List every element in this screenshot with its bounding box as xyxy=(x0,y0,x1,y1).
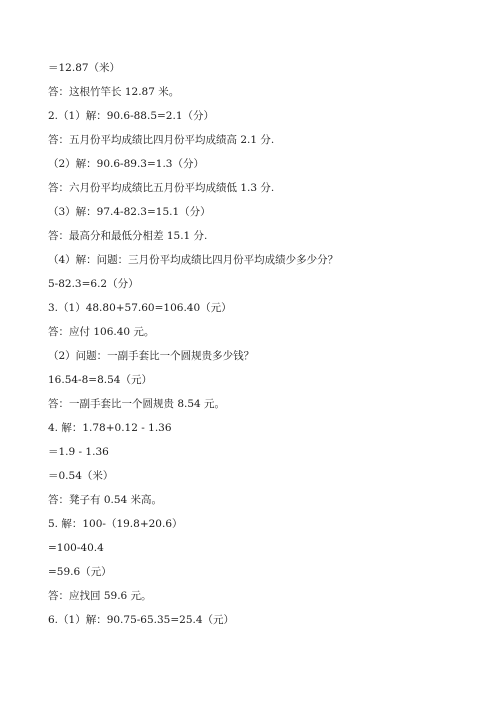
text-line: 16.54-8=8.54（元） xyxy=(48,374,152,386)
text-line: ＝1.9 - 1.36 xyxy=(48,446,109,458)
text-line: 6.（1）解：90.75-65.35=25.4（元） xyxy=(48,614,235,626)
text-line: 5. 解：100-（19.8+20.6） xyxy=(48,518,183,530)
text-line: 答：一副手套比一个圆规贵 8.54 元。 xyxy=(48,398,226,410)
text-line: （2）解：90.6-89.3=1.3（分） xyxy=(48,158,204,170)
text-line: 答：凳子有 0.54 米高。 xyxy=(48,494,163,506)
text-line: 答：六月份平均成绩比五月份平均成绩低 1.3 分. xyxy=(48,182,275,194)
text-line: 答：这根竹竿长 12.87 米。 xyxy=(48,86,180,98)
text-line: 2.（1）解：90.6-88.5=2.1（分） xyxy=(48,110,215,122)
text-line: （3）解：97.4-82.3=15.1（分） xyxy=(48,206,211,218)
text-line: （2）问题：一副手套比一个圆规贵多少钱？ xyxy=(48,350,255,362)
text-line: （4）解：问题：三月份平均成绩比四月份平均成绩少多少分？ xyxy=(48,254,339,266)
text-line: 5-82.3=6.2（分） xyxy=(48,278,139,290)
text-line: 答：五月份平均成绩比四月份平均成绩高 2.1 分. xyxy=(48,134,275,146)
text-line: 3.（1）48.80+57.60=106.40（元） xyxy=(48,302,232,314)
text-line: 4. 解：1.78+0.12 - 1.36 xyxy=(48,422,172,434)
text-line: =100-40.4 xyxy=(48,542,104,554)
text-line: ＝0.54（米） xyxy=(48,470,114,482)
text-line: =59.6（元） xyxy=(48,566,112,578)
text-line: 答：应付 106.40 元。 xyxy=(48,326,155,338)
text-line: 答：最高分和最低分相差 15.1 分. xyxy=(48,230,208,242)
text-line: ＝12.87（米） xyxy=(48,62,121,74)
text-line: 答：应找回 59.6 元。 xyxy=(48,590,152,602)
